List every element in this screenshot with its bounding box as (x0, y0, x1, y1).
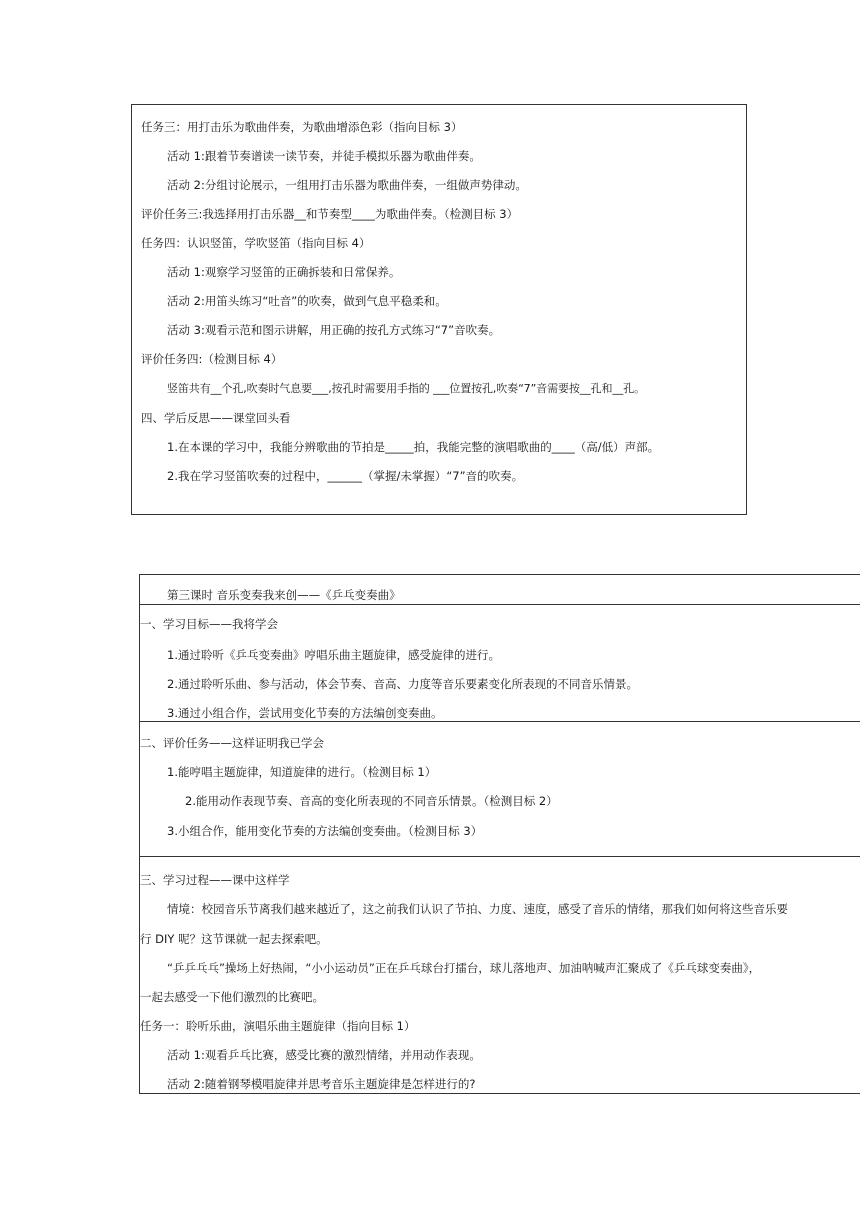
recorder-fill-in-question: 竖笛共有__个孔,吹奏时气息要___,按孔时需要用手指的 ___位置按孔,吹奏“7”音需要按__孔和__孔。 (167, 382, 645, 395)
table-divider (140, 604, 860, 605)
reflection-item-1: 1.在本课的学习中，我能分辨歌曲的节拍是_____拍，我能完整的演唱歌曲的____（高/低）声部。 (167, 440, 660, 454)
task-three-activity-2: 活动 2:分组讨论展示，一组用打击乐器为歌曲伴奏，一组做声势律动。 (167, 178, 527, 192)
learning-goal-2: 2.通过聆听乐曲、参与活动，体会节奏、音高、力度等音乐要素变化所表现的不同音乐情景。 (167, 677, 638, 691)
learning-goals-heading: 一、学习目标——我将学会 (140, 617, 278, 631)
lesson-plan-box-continued (131, 104, 747, 515)
table-divider (140, 721, 860, 722)
evaluation-item-2: 2.能用动作表现节奏、音高的变化所表现的不同音乐情景。（检测目标 2） (185, 794, 558, 808)
evaluation-task-four: 评价任务四:（检测目标 4） (141, 352, 283, 366)
context-paragraph-line-1: 情境：校园音乐节离我们越来越近了，这之前我们认识了节拍、力度、速度，感受了音乐的情绪，那我们如何将这些音乐要 (167, 902, 788, 916)
reflection-heading: 四、学后反思——课堂回头看 (141, 411, 291, 425)
task-one-activity-2: 活动 2:随着钢琴模唱旋律并思考音乐主题旋律是怎样进行的? (167, 1077, 476, 1091)
learning-process-heading: 三、学习过程——课中这样学 (140, 873, 290, 887)
table-divider (140, 856, 860, 857)
task-one-heading: 任务一：聆听乐曲，演唱乐曲主题旋律（指向目标 1） (140, 1019, 416, 1033)
task-one-activity-1: 活动 1:观看乒乓比赛，感受比赛的激烈情绪，并用动作表现。 (167, 1048, 481, 1062)
evaluation-item-1: 1.能哼唱主题旋律，知道旋律的进行。（检测目标 1） (167, 765, 437, 779)
evaluation-task-three: 评价任务三:我选择用打击乐器__和节奏型____为歌曲伴奏。（检测目标 3） (141, 207, 519, 221)
task-three-heading: 任务三：用打击乐为歌曲伴奏，为歌曲增添色彩（指向目标 3） (141, 120, 463, 134)
context-paragraph-line-2: 行 DIY 呢？这节课就一起去探索吧。 (140, 932, 328, 946)
evaluation-tasks-heading: 二、评价任务——这样证明我已学会 (140, 736, 324, 750)
evaluation-item-3: 3.小组合作，能用变化节奏的方法编创变奏曲。（检测目标 3） (167, 824, 483, 838)
lesson-title: 第三课时 音乐变奏我来创——《乒乓变奏曲》 (167, 588, 401, 602)
learning-goal-3: 3.通过小组合作，尝试用变化节奏的方法编创变奏曲。 (167, 706, 443, 720)
task-four-activity-2: 活动 2:用笛头练习“吐音”的吹奏，做到气息平稳柔和。 (167, 294, 447, 308)
task-four-heading: 任务四：认识竖笛，学吹竖笛（指向目标 4） (141, 236, 371, 250)
scene-paragraph-line-1: “乒乒乓乓”操场上好热闹，“小小运动员”正在乒乓球台打擂台，球儿落地声、加油呐喊声汇聚成了《乒乓球变奏曲》， (167, 961, 761, 975)
learning-goal-1: 1.通过聆听《乒乓变奏曲》哼唱乐曲主题旋律，感受旋律的进行。 (167, 648, 500, 662)
task-four-activity-1: 活动 1:观察学习竖笛的正确拆装和日常保养。 (167, 265, 401, 279)
reflection-item-2: 2.我在学习竖笛吹奏的过程中，______（掌握/未掌握）“7”音的吹奏。 (167, 469, 524, 483)
task-four-activity-3: 活动 3:观看示范和图示讲解，用正确的按孔方式练习“7”音吹奏。 (167, 323, 501, 337)
task-three-activity-1: 活动 1:跟着节奏谱读一读节奏，并徒手模拟乐器为歌曲伴奏。 (167, 149, 481, 163)
lesson-three-table (139, 574, 860, 1094)
scene-paragraph-line-2: 一起去感受一下他们激烈的比赛吧。 (140, 990, 324, 1004)
